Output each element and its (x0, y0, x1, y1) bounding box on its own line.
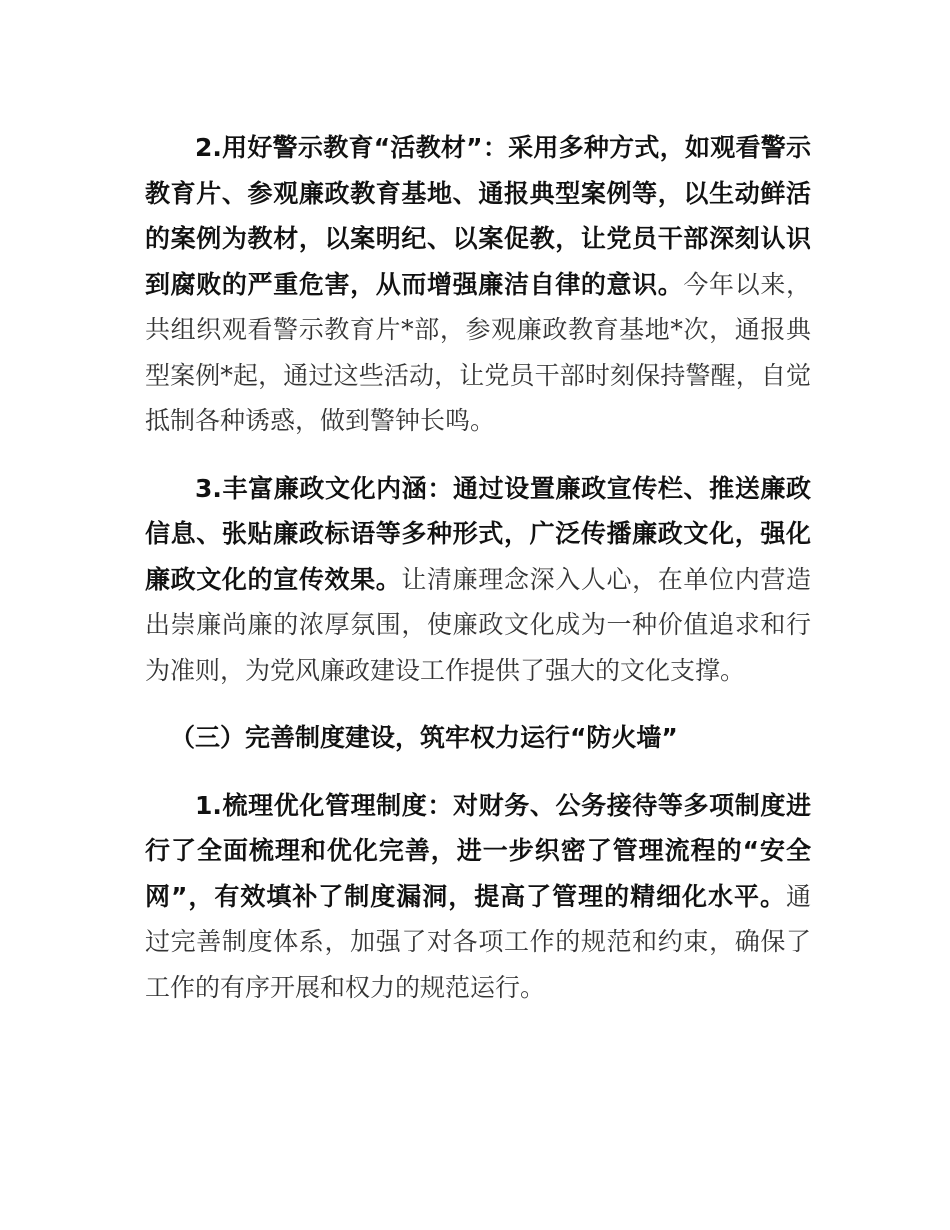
paragraph-spacer (145, 761, 811, 783)
paragraph-body-text: 让清廉理念深入人心，在单位内营造出崇廉尚廉的浓厚氛围，使廉政文化成为一种价值追求和行为准则，为党风廉政建设工作提供了强大的文化支撑。 (145, 564, 811, 685)
document-body (145, 125, 811, 1010)
paragraph-management-system (145, 783, 811, 1011)
paragraph-spacer (145, 693, 811, 715)
paragraph-warning-education (145, 125, 811, 444)
paragraph-lead-text: 2.用好警示教育“活教材”：采用多种方式，如观看警示教育片、参观廉政教育基地、通报典型案例等，以生动鲜活的案例为教材，以案明纪、以案促教，让党员干部深刻认识到腐败的严重危害，从而增强廉洁自律的意识。 (145, 133, 811, 299)
paragraph-body-text: 今年以来，共组织观看警示教育片*部，参观廉政教育基地*次，通报典型案例*起，通过这些活动，让党员干部时刻保持警醒，自觉抵制各种诱惑，做到警钟长鸣。 (145, 269, 811, 435)
paragraph-lead-text: 1.梳理优化管理制度：对财务、公务接待等多项制度进行了全面梳理和优化完善，进一步织密了管理流程的“安全网”，有效填补了制度漏洞，提高了管理的精细化水平。 (145, 790, 811, 911)
paragraph-spacer (145, 444, 811, 466)
paragraph-lead-text: 3.丰富廉政文化内涵：通过设置廉政宣传栏、推送廉政信息、张贴廉政标语等多种形式，广泛传播廉政文化，强化廉政文化的宣传效果。 (145, 473, 811, 594)
paragraph-body-text: 通过完善制度体系，加强了对各项工作的规范和约束，确保了工作的有序开展和权力的规范运行。 (145, 881, 811, 1002)
paragraph-integrity-culture (145, 466, 811, 694)
section-heading: （三）完善制度建设，筑牢权力运行“防火墙” (170, 723, 678, 752)
